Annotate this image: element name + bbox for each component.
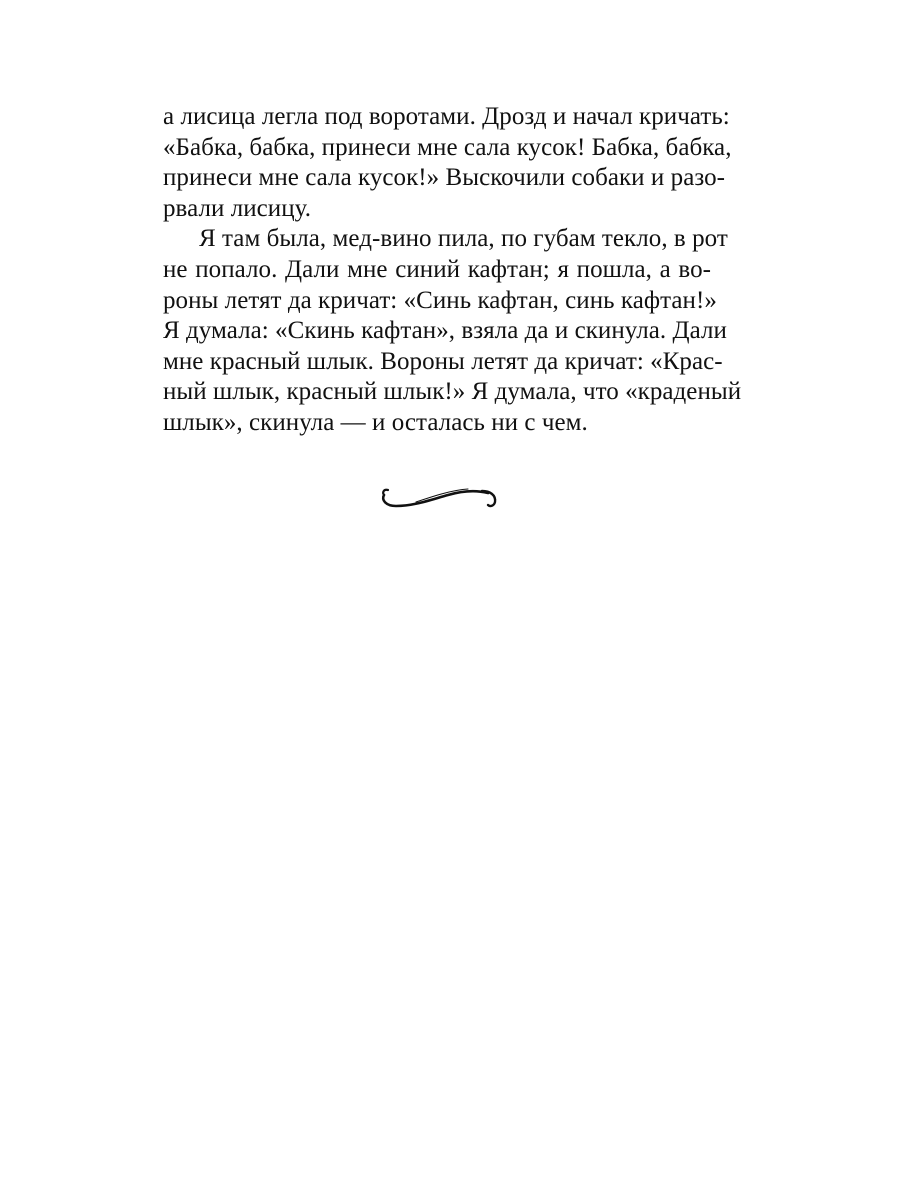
- swash-divider-icon: [378, 478, 498, 518]
- text-line: принеси мне сала кусок!» Выскочили собаки и разо-: [163, 164, 726, 192]
- text-line: Я думала: «Скинь кафтан», взяла да и скинула. Дали: [163, 317, 727, 345]
- text-line: не попало. Дали мне синий кафтан; я пошла, а во-: [163, 255, 711, 283]
- text-line: рвали лисицу.: [163, 194, 312, 222]
- text-line: Я там была, мед-вино пила, по губам текло, в рот: [199, 225, 728, 253]
- text-line: шлык», скинула — и осталась ни с чем.: [163, 408, 588, 436]
- text-line: роны летят да кричат: «Синь кафтан, синь кафтан!»: [163, 286, 717, 314]
- body-text: [163, 102, 742, 439]
- text-line: ный шлык, красный шлык!» Я думала, что «краденый: [163, 378, 742, 406]
- text-line: а лисица легла под воротами. Дрозд и начал кричать:: [163, 103, 730, 130]
- text-line: мне красный шлык. Вороны летят да кричат: «Крас-: [163, 347, 723, 375]
- text-line: «Бабка, бабка, принеси мне сала кусок! Бабка, бабка,: [163, 133, 732, 161]
